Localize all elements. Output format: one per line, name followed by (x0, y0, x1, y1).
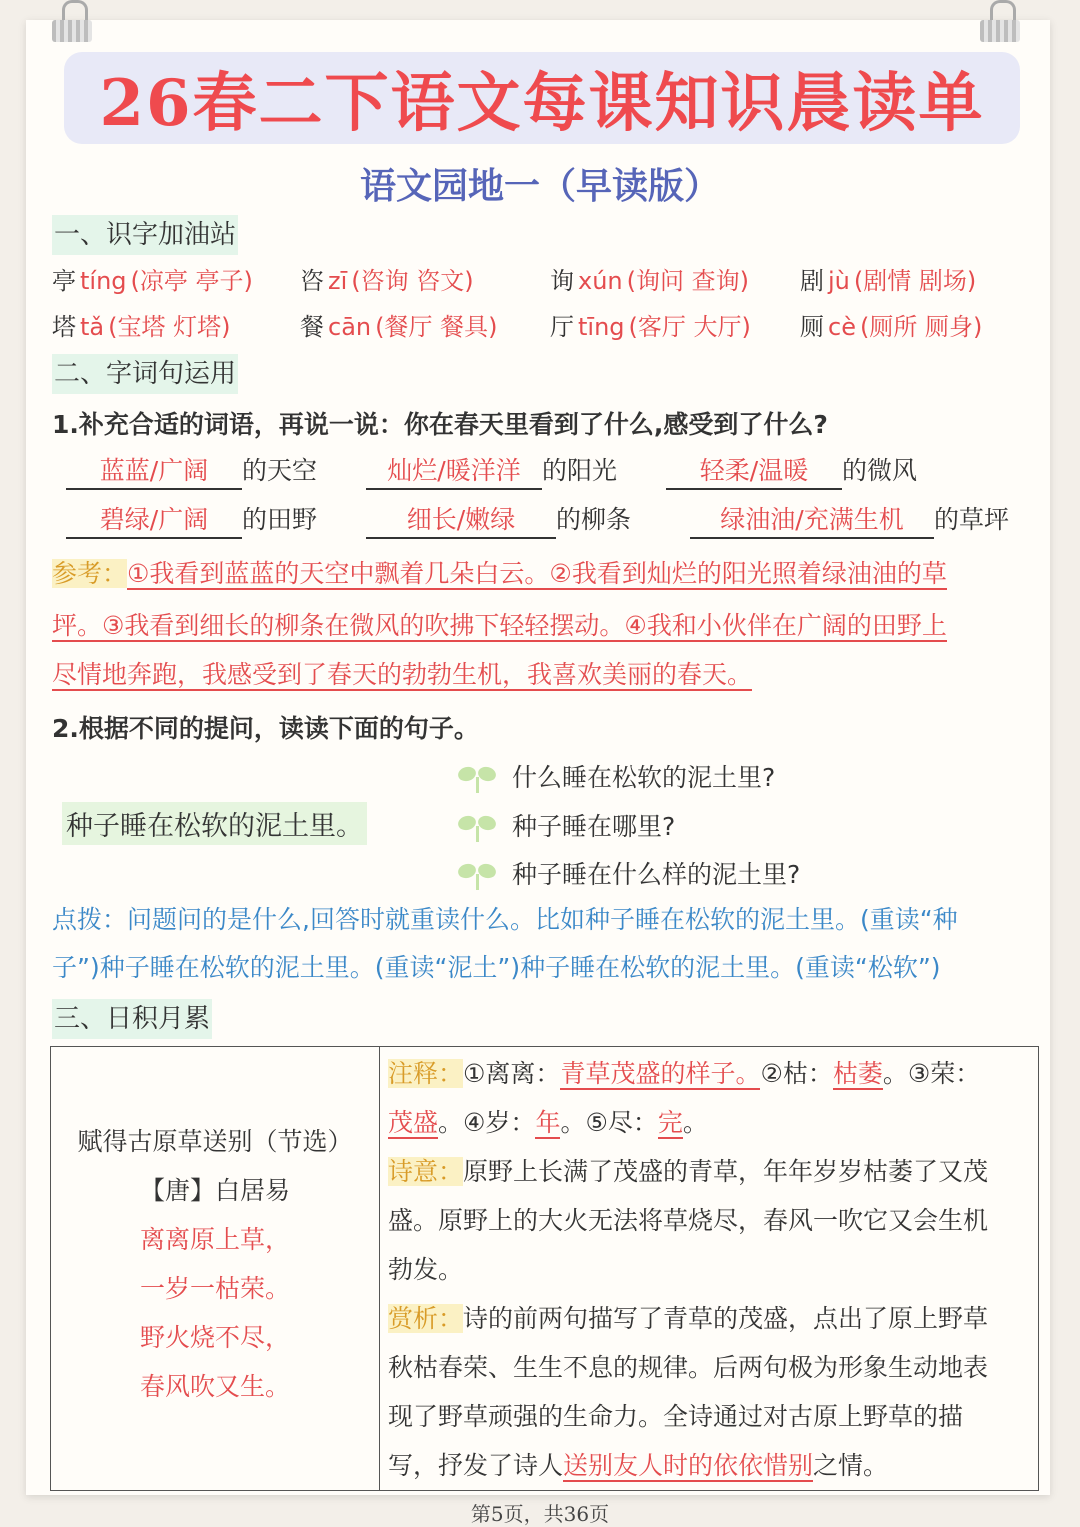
fill-row-1 (66, 454, 917, 490)
notes-cell: 注释：①离离：青草茂盛的样子。②枯：枯萎。③荣： 茂盛。④岁：年。⑤尽：完。 诗意：原野上长满了茂盛的青草，年年岁岁枯萎了又茂 盛。原野上的大火无法将草烧尽，春风一吹它又会生机 勃发。 赏析：诗的前两句描写了青草的茂盛，点出了原上野草 秋枯春荣、生生不息的规律。后两句极为形象生动地表 现了野草顽强的生命力。全诗通过对古原上野草的描 写，抒发了诗人送别友人时的依依惜别之情。 (380, 1047, 1039, 1491)
poem-line: 春风吹又生。 (139, 1372, 290, 1401)
fill-answer: 细长/嫩绿 (366, 503, 556, 539)
fill-row-2 (66, 503, 1009, 539)
title-banner (64, 52, 1020, 144)
char-entry: 厅 tīng (客厅 大厅) (550, 313, 751, 341)
fill-suffix: 的天空 (242, 456, 318, 485)
fill-suffix: 的田野 (242, 505, 318, 534)
meaning-block: 诗意：原野上长满了茂盛的青草，年年岁岁枯萎了又茂 (388, 1157, 989, 1186)
fill-answer: 蓝蓝/广阔 (66, 454, 242, 490)
sprout-icon (458, 763, 496, 795)
question-item: 种子睡在什么样的泥土里? (458, 855, 800, 892)
question-1: 1.补充合适的词语，再说一说：你在春天里看到了什么,感受到了什么? (52, 410, 828, 439)
binder-clip-icon (52, 0, 92, 42)
poem-cell (51, 1047, 380, 1491)
poem-table (50, 1046, 1039, 1491)
question-2: 2.根据不同的提问，读读下面的句子。 (52, 714, 479, 743)
fill-suffix: 的阳光 (542, 456, 618, 485)
poem-author: 【唐】白居易 (139, 1176, 290, 1205)
fill-suffix: 的柳条 (556, 505, 632, 534)
notes-block: 注释：①离离：青草茂盛的样子。②枯：枯萎。③荣： (388, 1059, 981, 1088)
section-heading-3: 三、日积月累 (52, 999, 212, 1039)
page-subtitle: 语文园地一（早读版） (359, 166, 720, 207)
poem-line: 一岁一枯荣。 (139, 1274, 290, 1303)
fill-answer: 轻柔/温暖 (666, 454, 842, 490)
poem-line: 离离原上草， (139, 1225, 290, 1254)
reference-label: 参考： (52, 559, 128, 588)
reference-text: 坪。③我看到细长的柳条在微风的吹拂下轻轻摆动。④我和小伙伴在广阔的田野上 (52, 611, 947, 640)
char-row-2 (52, 310, 982, 344)
tip-text: 点拨：问题问的是什么,回答时就重读什么。比如种子睡在松软的泥土里。(重读“种 子”)种子睡在松软的泥土里。(重读“泥土”)种子睡在松软的泥土里。(重读“松软”) (52, 905, 958, 982)
analysis-block: 赏析：诗的前两句描写了青草的茂盛，点出了原上野草 (388, 1304, 989, 1333)
analysis-label: 赏析： (388, 1304, 464, 1333)
poem-line: 野火烧不尽， (139, 1323, 290, 1352)
fill-answer: 灿烂/暖洋洋 (366, 454, 542, 490)
question-item: 种子睡在哪里? (458, 807, 675, 844)
char-entry: 餐 cān (餐厅 餐具) (300, 313, 498, 341)
page-number: 第5页，共36页 (470, 1502, 610, 1526)
char-entry: 询 xún (询问 查询) (550, 267, 749, 295)
page-title: 26春二下语文每课知识晨读单 (99, 66, 985, 141)
char-row-1 (52, 264, 976, 298)
reference-text: ①我看到蓝蓝的天空中飘着几朵白云。②我看到灿烂的阳光照着绿油油的草 (127, 559, 947, 588)
fill-answer: 碧绿/广阔 (66, 503, 242, 539)
fill-suffix: 的草坪 (934, 505, 1010, 534)
fill-suffix: 的微风 (842, 456, 918, 485)
char-entry: 厕 cè (厕所 厕身) (800, 313, 983, 341)
fill-answer: 绿油油/充满生机 (690, 503, 934, 539)
meaning-label: 诗意： (388, 1157, 464, 1186)
sprout-icon (458, 860, 496, 892)
question-item: 什么睡在松软的泥土里? (458, 758, 775, 795)
reference-answer (52, 548, 1032, 698)
reference-text: 尽情地奔跑，我感受到了春天的勃勃生机，我喜欢美丽的春天。 (52, 660, 753, 689)
section-heading-1: 一、识字加油站 (52, 215, 238, 255)
section-heading-2: 二、字词句运用 (52, 354, 238, 394)
poem-title: 赋得古原草送别（节选） (77, 1127, 353, 1156)
char-entry: 咨 zī (咨询 咨文) (300, 267, 474, 295)
example-sentence: 种子睡在松软的泥土里。 (62, 802, 367, 845)
char-entry: 塔 tǎ (宝塔 灯塔) (52, 313, 231, 341)
sprout-icon (458, 812, 496, 844)
binder-clip-icon (980, 0, 1020, 42)
char-entry: 剧 jù (剧情 剧场) (800, 267, 977, 295)
note-label: 注释： (388, 1059, 464, 1088)
char-entry: 亭 tíng (凉亭 亭子) (52, 267, 253, 295)
